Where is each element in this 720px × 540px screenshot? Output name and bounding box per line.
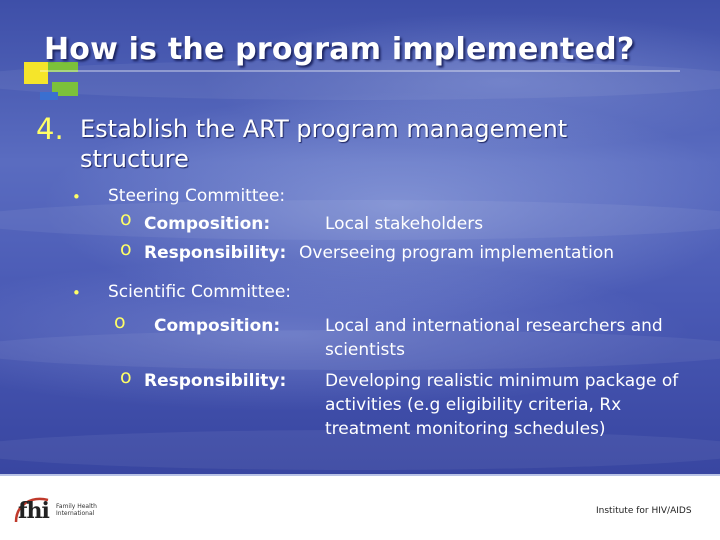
steering-responsibility-value: Overseeing program implementation	[299, 243, 615, 263]
sub-bullet: o	[114, 311, 126, 333]
item-number: 4.	[36, 112, 64, 146]
scientific-committee-heading: Scientific Committee:	[108, 282, 292, 302]
sub-bullet: o	[120, 208, 132, 230]
sub-bullet: o	[120, 366, 132, 388]
steering-committee-heading: Steering Committee:	[108, 186, 286, 206]
bullet: •	[72, 188, 81, 206]
bullet: •	[72, 284, 81, 302]
steering-composition-label: Composition:	[144, 214, 271, 234]
fhi-logo-text: fhi	[18, 498, 49, 524]
page-title: How is the program implemented?	[44, 32, 635, 67]
sub-bullet: o	[120, 238, 132, 260]
scientific-responsibility-label: Responsibility:	[144, 371, 287, 391]
fhi-logo-subtext: Family Health International	[56, 503, 97, 517]
scientific-composition-label: Composition:	[154, 316, 281, 336]
title-underline	[40, 70, 680, 72]
steering-composition-value: Local stakeholders	[325, 214, 484, 234]
steering-responsibility-label: Responsibility:	[144, 243, 287, 263]
footer-divider	[0, 474, 720, 476]
deco-blue-block	[40, 92, 58, 100]
item-heading: Establish the ART program management structure	[80, 115, 568, 173]
scientific-responsibility-value: Developing realistic minimum package of activities (e.g eligibility criteria, Rx treatment monitoring schedules)	[325, 371, 679, 439]
institute-label: Institute for HIV/AIDS	[596, 506, 692, 516]
scientific-composition-value: Local and international researchers and scientists	[325, 316, 663, 360]
